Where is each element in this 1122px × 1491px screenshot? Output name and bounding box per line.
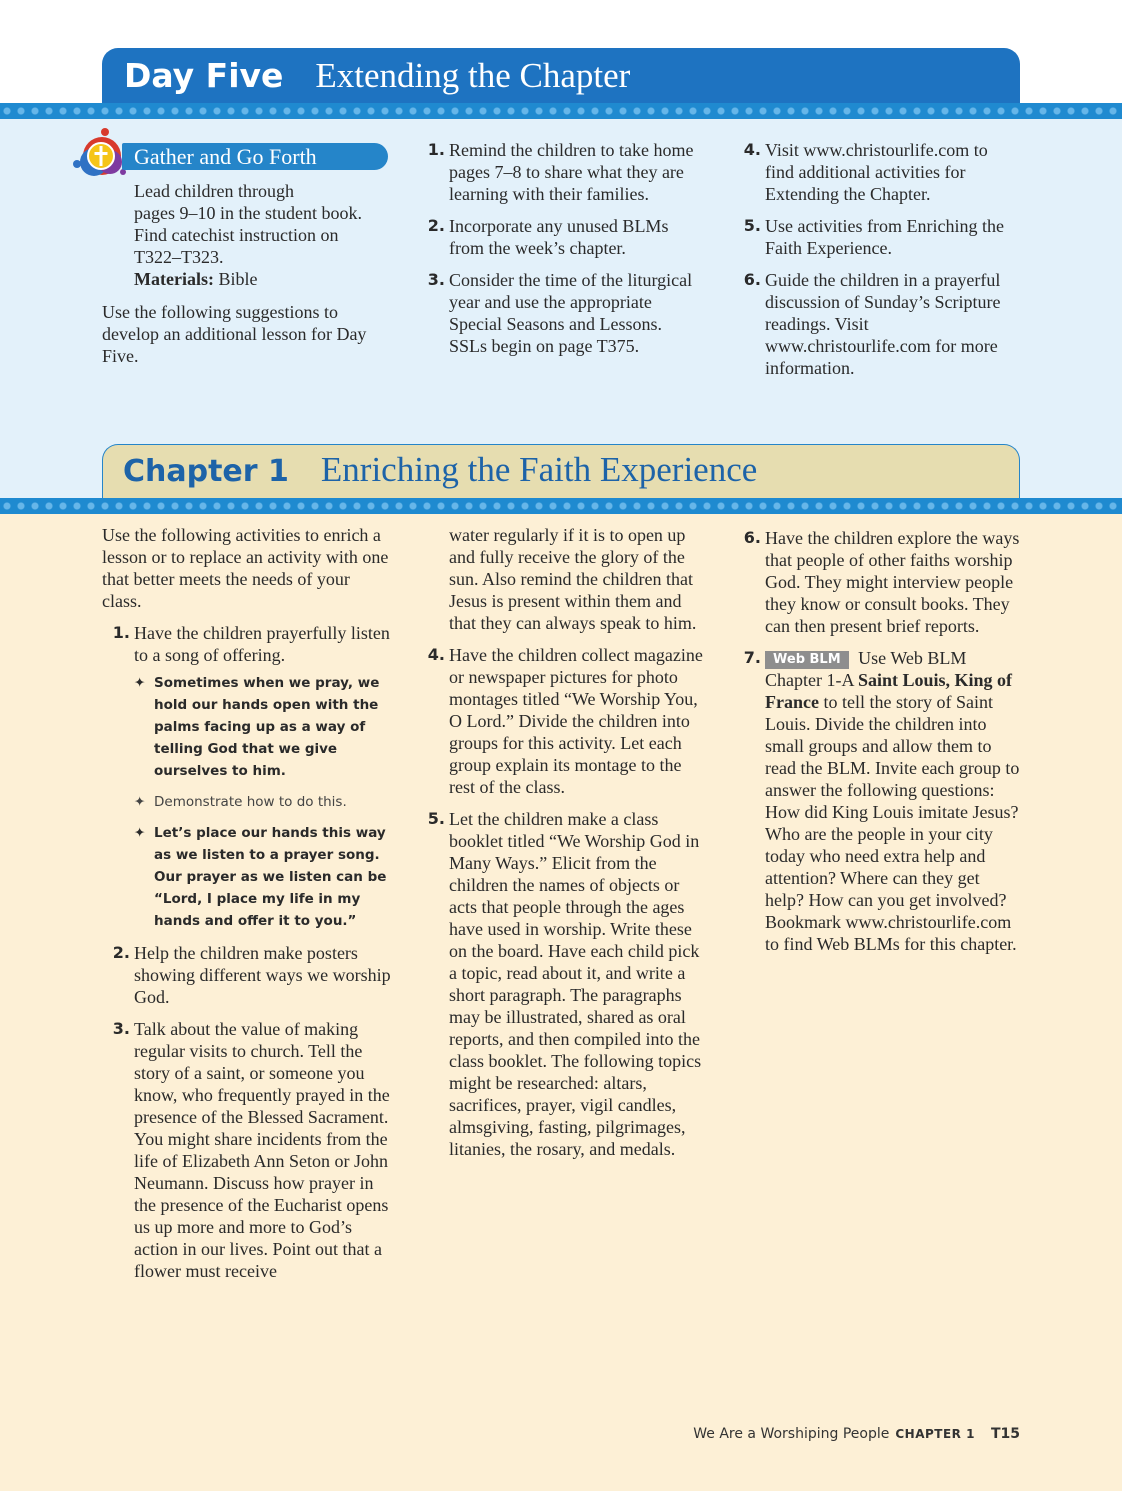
bullet-item: ✦ Sometimes when we pray, we hold our hands open with the palms facing up as a way of telling God that we give ourselves to him. <box>134 672 392 782</box>
materials-label: Materials: <box>134 269 214 289</box>
item3-continued: water regularly if it is to open up and fully receive the glory of the sun. Also remind the children that Jesus is present within them and that they can always speak to him. <box>449 525 697 633</box>
decorative-band <box>0 103 1122 119</box>
materials-value: Bible <box>213 269 258 289</box>
list-item: 2. Help the children make posters showing different ways we worship God. <box>112 943 391 1007</box>
page-footer <box>693 1426 1020 1442</box>
list-item: 5. Let the children make a class booklet titled “We Worship God in Many Ways.” Elicit from the children the names of objects or acts that people through the ages have used in worship. Write these on the board. Have each child pick a topic, read about it, and write a short paragraph. The paragraphs may be illustrated, shared as oral reports, and then compiled into the class booklet. The following topics might be researched: altars, sacrifices, prayer, vigil candles, almsgiving, fasting, pilgrimages, litanies, the rosary, and medals. <box>427 809 702 1159</box>
day-five-intro: Use the following suggestions to develop an additional lesson for Day Five. <box>102 302 367 366</box>
gather-and-go-forth-title: Gather and Go Forth <box>122 143 388 170</box>
bullet-list <box>134 672 392 932</box>
gather-line: Lead children through <box>134 181 294 201</box>
chapter-label: Chapter 1 <box>123 454 289 489</box>
list-item: 3. Consider the time of the liturgical year and use the appropriate Special Seasons and Lessons. SSLs begin on page T375. <box>427 270 693 356</box>
enriching-col2 <box>419 524 705 1170</box>
enriching-col1 <box>102 524 392 1292</box>
bullet-item: ✦ Let’s place our hands this way as we listen to a prayer song. Our prayer as we listen can be “Lord, I place my life in my hands and offer it to you.” <box>134 822 392 932</box>
list-item: 4. Visit www.christourlife.com to find additional activities for Extending the Chapter. <box>743 140 988 204</box>
web-blm-badge: Web BLM <box>765 651 849 669</box>
list-item: 4. Have the children collect magazine or newspaper pictures for photo montages titled “We Worship You, O Lord.” Divide the children into groups for this activity. Let each group explain its montage to the rest of the class. <box>427 645 703 797</box>
page-number: T15 <box>990 1426 1020 1442</box>
blm-title: Saint Louis, King of France <box>765 670 1013 712</box>
gather-description <box>134 180 394 290</box>
bullet-item: ✦ Demonstrate how to do this. <box>134 791 392 813</box>
day-five-title: Extending the Chapter <box>315 56 631 95</box>
gather-line: pages 9–10 in the student book. <box>134 203 362 223</box>
list-item: 7. Web BLM Use Web BLM Chapter 1-A Saint Louis, King of France to tell the story of Saint Louis. Divide the children into small groups and allow them to read the BLM. Invite each group to answer the following questions: How did King Louis imitate Jesus? Who are the people in your city today who need extra help and attention? Where can they get help? How can you get involved? Bookmark www.christourlife.com to find Web BLMs for this chapter. <box>743 648 1020 954</box>
chapter-heading <box>123 450 757 490</box>
day-five-label: Day Five <box>124 56 284 95</box>
chapter-title: Enriching the Faith Experience <box>320 450 758 489</box>
star-icon: ✦ <box>134 675 146 691</box>
footer-chapter: CHAPTER 1 <box>895 1427 975 1441</box>
day-five-list-col3 <box>735 139 1020 389</box>
star-icon: ✦ <box>134 825 146 841</box>
gather-line: Find catechist instruction on <box>134 225 339 245</box>
materials-line <box>134 268 394 290</box>
list-item: 6. Have the children explore the ways that people of other faiths worship God. They might interview people they know or consult books. They can then present brief reports. <box>743 528 1020 636</box>
list-item: 1. Have the children prayerfully listen to a song of offering. ✦ Sometimes when we pray, we hold our hands open with the palms facing up as a way of telling God that we give ourselves to him. ✦ Demonstrate how to do this. ✦ Let’s place our hands this way as we listen to a prayer song. Our prayer as we listen can be “Lord, I place my life in my hands and offer it to you.” <box>104 622 392 932</box>
list-item: 5. Use activities from Enriching the Faith Experience. <box>743 216 1004 258</box>
day-five-heading <box>124 56 630 96</box>
list-item: 3. Talk about the value of making regular visits to church. Tell the story of a saint, or someone you know, who frequently prayed in the presence of the Blessed Sacrament. You might share incidents from the life of Elizabeth Ann Seton or John Neumann. Discuss how prayer in the presence of the Eucharist opens us up more and more to God’s action in our lives. Point out that a flower must receive <box>112 1019 390 1281</box>
star-icon: ✦ <box>134 794 146 810</box>
list-item: 6. Guide the children in a prayerful discussion of Sunday’s Scripture readings. Visit www.christourlife.com for more information. <box>743 270 1001 378</box>
gather-line: T322–T323. <box>134 247 224 267</box>
enriching-intro: Use the following activities to enrich a lesson or to replace an activity with one that better meets the needs of your class. <box>102 525 389 611</box>
list-item: 2. Incorporate any unused BLMs from the week’s chapter. <box>427 216 669 258</box>
list-item: 1. Remind the children to take home pages 7–8 to share what they are learning with their families. <box>427 140 694 204</box>
enriching-col3 <box>735 527 1020 965</box>
decorative-band <box>0 498 1122 514</box>
footer-title: We Are a Worshiping People <box>693 1426 890 1442</box>
day-five-list-col2 <box>419 139 701 367</box>
